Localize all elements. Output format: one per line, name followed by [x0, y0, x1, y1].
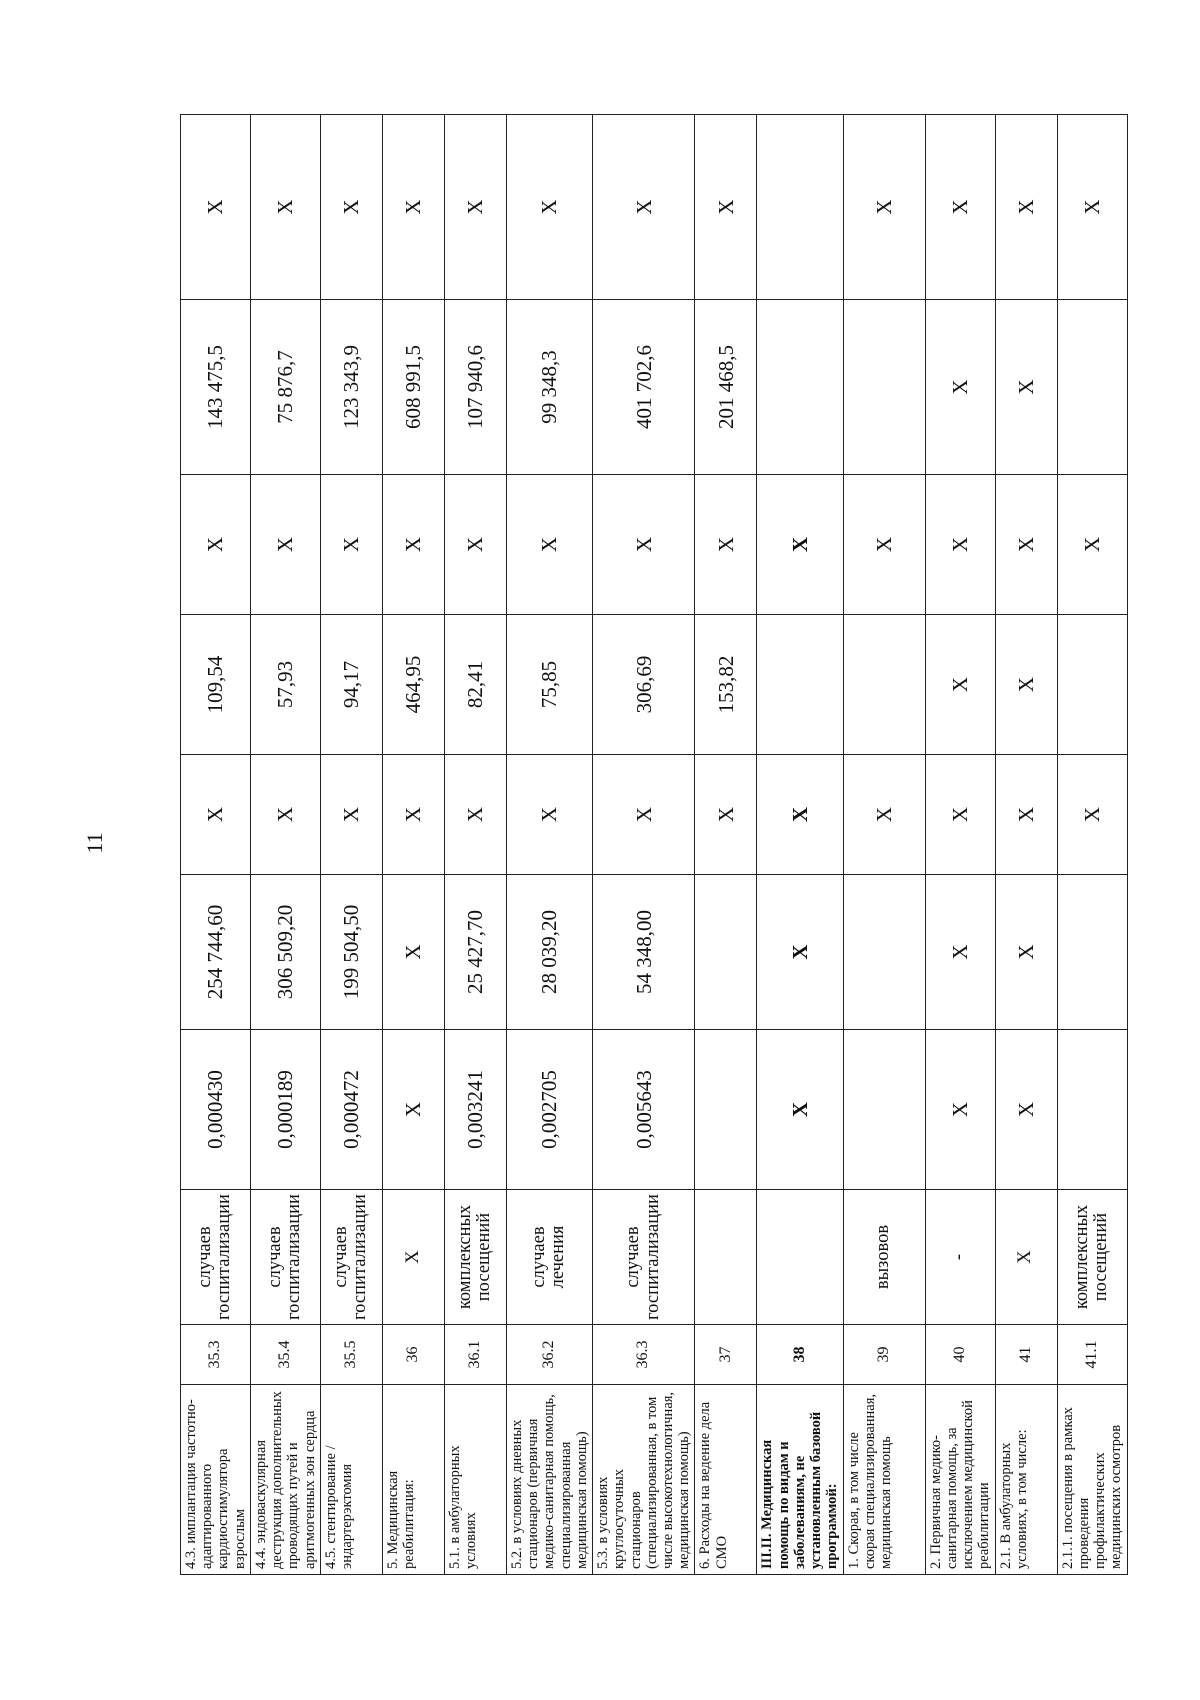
col-4-value: 28 039,20 — [506, 875, 592, 1030]
col-9-value: X — [695, 115, 757, 300]
col-3-value — [1057, 1030, 1127, 1190]
col-3-value — [695, 1030, 757, 1190]
col-3-value: 0,000472 — [320, 1030, 382, 1190]
col-3-value: X — [995, 1030, 1057, 1190]
table-row — [320, 115, 382, 1575]
col-4-value: X — [995, 875, 1057, 1030]
col-7-value: X — [757, 475, 843, 615]
col-4-value — [695, 875, 757, 1030]
rotated-table-container — [180, 115, 1125, 1575]
col-5-value: X — [695, 755, 757, 875]
col-3-value: 0,003241 — [444, 1030, 506, 1190]
col-7-value: X — [250, 475, 320, 615]
row-code: 39 — [843, 1325, 925, 1385]
col-8-value: X — [925, 300, 995, 475]
table-row — [593, 115, 695, 1575]
col-7-value: X — [1057, 475, 1127, 615]
row-code: 41.1 — [1057, 1325, 1127, 1385]
col-5-value: X — [444, 755, 506, 875]
col-6-value: 306,69 — [593, 615, 695, 755]
col-8-value — [757, 300, 843, 475]
page-number: 11 — [82, 832, 107, 854]
row-code: 41 — [995, 1325, 1057, 1385]
col-9-value: X — [181, 115, 251, 300]
financing-table — [180, 114, 1128, 1575]
col-8-value: 123 343,9 — [320, 300, 382, 475]
col-3-value: 0,002705 — [506, 1030, 592, 1190]
row-name: 4.4. эндоваскулярная деструкция дополнительных проводящих путей и аритмогенных зон сердца — [250, 1385, 320, 1575]
col-6-value — [757, 615, 843, 755]
col-9-value — [757, 115, 843, 300]
col-6-value: 109,54 — [181, 615, 251, 755]
col-7-value: X — [444, 475, 506, 615]
row-name: 2. Первичная медико-санитарная помощь, за исключением медицинской реабилитации — [925, 1385, 995, 1575]
col-6-value: 153,82 — [695, 615, 757, 755]
col-5-value: X — [925, 755, 995, 875]
col-4-value: 54 348,00 — [593, 875, 695, 1030]
table-row — [382, 115, 444, 1575]
row-code: 36.2 — [506, 1325, 592, 1385]
col-5-value: X — [995, 755, 1057, 875]
col-7-value: X — [320, 475, 382, 615]
row-name: 5.3. в условиях круглосуточных стационаров (специализированная, в том числе высокотехнологичная, медицинская помощь) — [593, 1385, 695, 1575]
table-row — [250, 115, 320, 1575]
row-name: 5. Медицинская реабилитация: — [382, 1385, 444, 1575]
row-unit: случаев госпитализации — [181, 1190, 251, 1325]
col-4-value — [1057, 875, 1127, 1030]
col-4-value: 306 509,20 — [250, 875, 320, 1030]
row-code: 36.3 — [593, 1325, 695, 1385]
col-8-value — [843, 300, 925, 475]
col-7-value: X — [925, 475, 995, 615]
table-row — [843, 115, 925, 1575]
row-unit: случаев госпитализации — [320, 1190, 382, 1325]
col-5-value: X — [250, 755, 320, 875]
col-7-value: X — [995, 475, 1057, 615]
col-6-value: X — [925, 615, 995, 755]
row-code: 36 — [382, 1325, 444, 1385]
col-6-value: 82,41 — [444, 615, 506, 755]
row-name: 2.1. В амбулаторных условиях, в том числе: — [995, 1385, 1057, 1575]
row-code: 35.3 — [181, 1325, 251, 1385]
col-9-value: X — [320, 115, 382, 300]
col-8-value: 75 876,7 — [250, 300, 320, 475]
row-unit: - — [925, 1190, 995, 1325]
row-name: 6. Расходы на ведение дела СМО — [695, 1385, 757, 1575]
col-3-value: X — [757, 1030, 843, 1190]
col-8-value: 401 702,6 — [593, 300, 695, 475]
row-unit: случаев лечения — [506, 1190, 592, 1325]
table-row — [695, 115, 757, 1575]
col-3-value: X — [925, 1030, 995, 1190]
col-5-value: X — [506, 755, 592, 875]
row-name: III.II. Медицинская помощь по видам и заболеваниям, не установленным базовой программой: — [757, 1385, 843, 1575]
row-code: 40 — [925, 1325, 995, 1385]
row-name: 1. Скорая, в том числе скорая специализированная, медицинская помощь — [843, 1385, 925, 1575]
col-9-value: X — [250, 115, 320, 300]
col-4-value: X — [757, 875, 843, 1030]
col-9-value: X — [843, 115, 925, 300]
col-7-value: X — [506, 475, 592, 615]
table-row — [181, 115, 251, 1575]
col-5-value: X — [843, 755, 925, 875]
col-5-value: X — [1057, 755, 1127, 875]
table-row — [925, 115, 995, 1575]
table-row — [995, 115, 1057, 1575]
row-unit — [695, 1190, 757, 1325]
col-8-value: 608 991,5 — [382, 300, 444, 475]
col-3-value: 0,005643 — [593, 1030, 695, 1190]
col-6-value: 75,85 — [506, 615, 592, 755]
row-unit: вызовов — [843, 1190, 925, 1325]
col-5-value: X — [320, 755, 382, 875]
col-7-value: X — [382, 475, 444, 615]
col-5-value: X — [757, 755, 843, 875]
col-6-value: 57,93 — [250, 615, 320, 755]
row-unit: случаев госпитализации — [593, 1190, 695, 1325]
col-4-value: X — [925, 875, 995, 1030]
row-code: 36.1 — [444, 1325, 506, 1385]
col-6-value: 94,17 — [320, 615, 382, 755]
row-name: 2.1.1. посещения в рамках проведения профилактических медицинских осмотров — [1057, 1385, 1127, 1575]
row-name: 5.2. в условиях дневных стационаров (первичная медико-санитарная помощь, специализированная медицинская помощь) — [506, 1385, 592, 1575]
row-code: 37 — [695, 1325, 757, 1385]
col-8-value: 99 348,3 — [506, 300, 592, 475]
row-unit: случаев госпитализации — [250, 1190, 320, 1325]
col-4-value: 25 427,70 — [444, 875, 506, 1030]
col-9-value: X — [506, 115, 592, 300]
col-7-value: X — [593, 475, 695, 615]
col-7-value: X — [695, 475, 757, 615]
col-8-value: X — [995, 300, 1057, 475]
row-unit: комплексных посещений — [1057, 1190, 1127, 1325]
col-9-value: X — [593, 115, 695, 300]
col-3-value: X — [382, 1030, 444, 1190]
table-row — [757, 115, 843, 1575]
col-3-value: 0,000189 — [250, 1030, 320, 1190]
col-3-value: 0,000430 — [181, 1030, 251, 1190]
col-9-value: X — [382, 115, 444, 300]
row-code: 35.5 — [320, 1325, 382, 1385]
col-4-value: 199 504,50 — [320, 875, 382, 1030]
row-unit: X — [382, 1190, 444, 1325]
row-name: 4.3. имплантация частотно-адаптированного кардиостимулятора взрослым — [181, 1385, 251, 1575]
row-name: 4.5. стентирование / эндартерэктомия — [320, 1385, 382, 1575]
col-5-value: X — [382, 755, 444, 875]
col-4-value — [843, 875, 925, 1030]
col-4-value: 254 744,60 — [181, 875, 251, 1030]
row-unit — [757, 1190, 843, 1325]
col-7-value: X — [843, 475, 925, 615]
col-6-value — [843, 615, 925, 755]
col-6-value: X — [995, 615, 1057, 755]
row-code: 35.4 — [250, 1325, 320, 1385]
col-5-value: X — [593, 755, 695, 875]
col-8-value: 143 475,5 — [181, 300, 251, 475]
row-code: 38 — [757, 1325, 843, 1385]
col-8-value — [1057, 300, 1127, 475]
col-3-value — [843, 1030, 925, 1190]
row-unit: X — [995, 1190, 1057, 1325]
col-6-value: 464,95 — [382, 615, 444, 755]
table-row — [444, 115, 506, 1575]
table-row — [1057, 115, 1127, 1575]
row-name: 5.1. в амбулаторных условиях — [444, 1385, 506, 1575]
col-5-value: X — [181, 755, 251, 875]
col-9-value: X — [1057, 115, 1127, 300]
col-7-value: X — [181, 475, 251, 615]
col-8-value: 201 468,5 — [695, 300, 757, 475]
col-9-value: X — [925, 115, 995, 300]
col-9-value: X — [995, 115, 1057, 300]
col-8-value: 107 940,6 — [444, 300, 506, 475]
col-6-value — [1057, 615, 1127, 755]
col-9-value: X — [444, 115, 506, 300]
row-unit: комплексных посещений — [444, 1190, 506, 1325]
col-4-value: X — [382, 875, 444, 1030]
table-row — [506, 115, 592, 1575]
